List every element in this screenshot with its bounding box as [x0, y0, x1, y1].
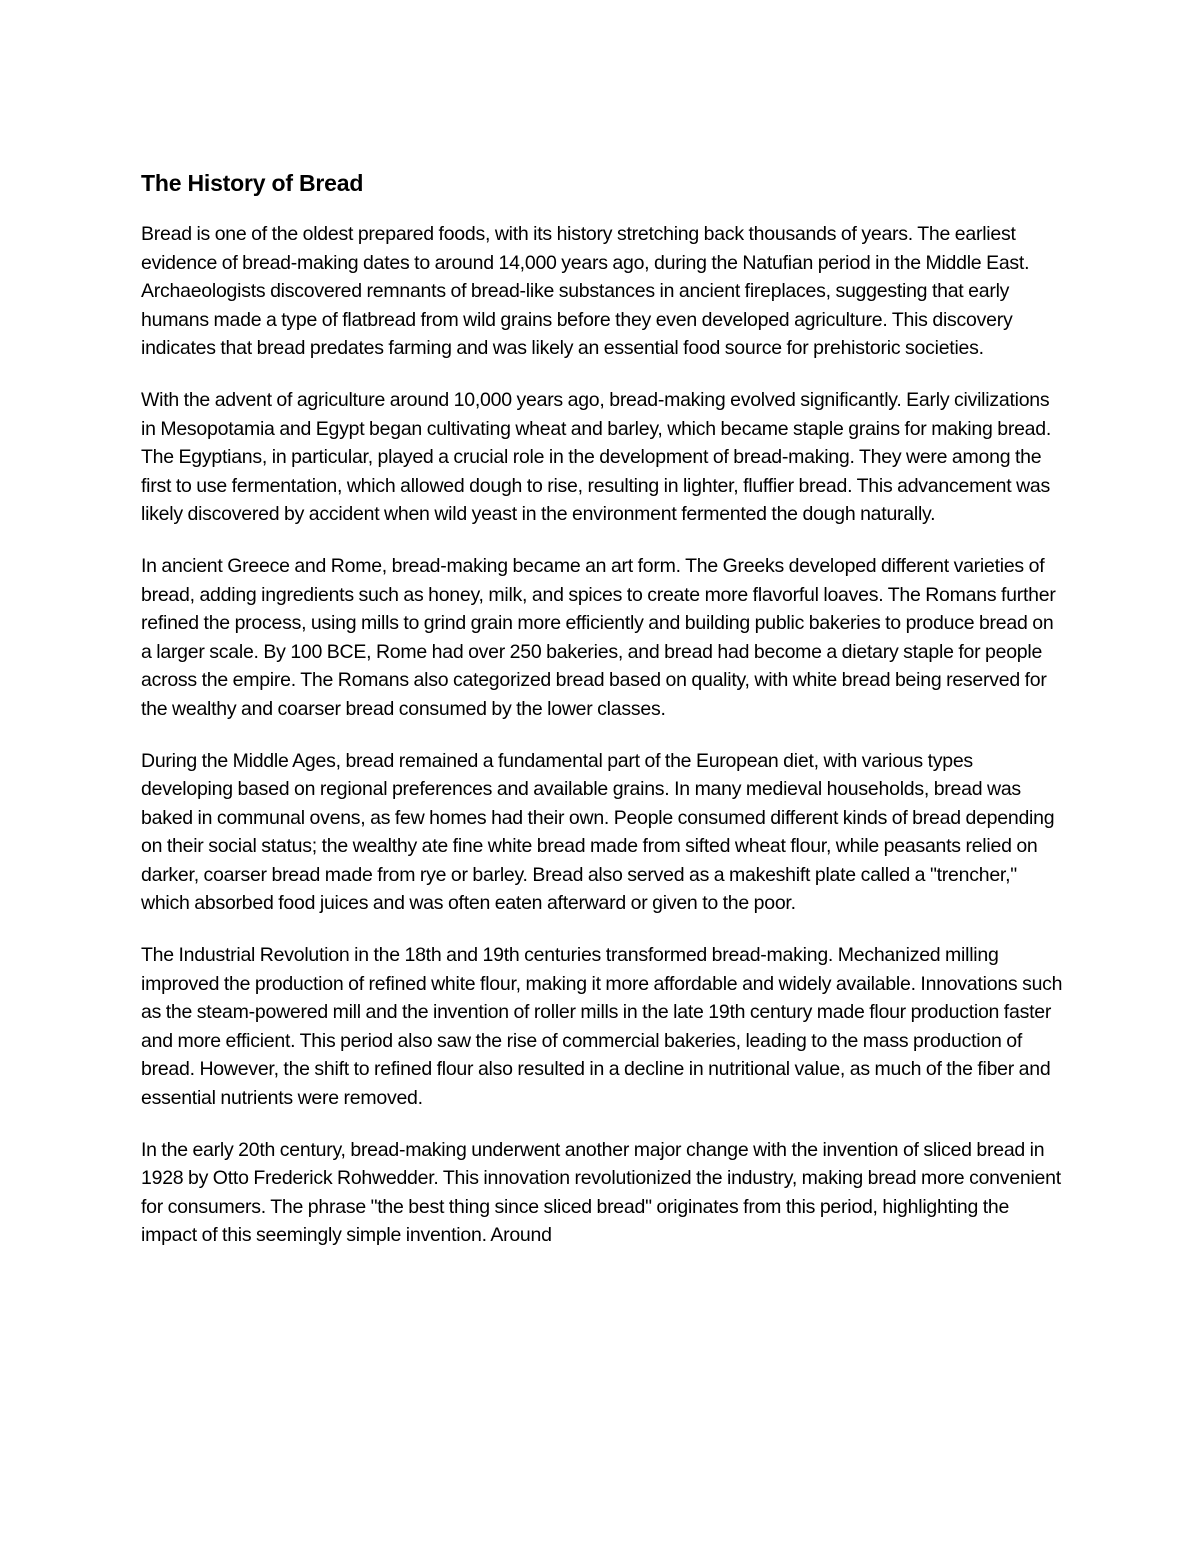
paragraph-twentieth-century: In the early 20th century, bread-making underwent another major change with the invention of sliced bread in 1928 by Otto Frederick Rohwedder. This innovation revolutionized the industry, making bread more convenient for consumers. The phrase "the best thing since sliced bread" originates from this period, highlighting the impact of this seemingly simple invention. Around	[141, 1138, 1061, 1247]
paragraph-greece-rome: In ancient Greece and Rome, bread-making became an art form. The Greeks developed different varieties of bread, adding ingredients such as honey, milk, and spices to create more flavorful loaves. The Romans further refined the process, using mills to grind grain more efficiently and building public bakeries to produce bread on a larger scale. By 100 BCE, Rome had over 250 bakeries, and bread had become a dietary staple for people across the empire. The Romans also categorized bread based on quality, with white bread being reserved for the wealthy and coarser bread consumed by the lower classes.	[141, 554, 1056, 720]
paragraph-origins: Bread is one of the oldest prepared foods, with its history stretching back thousands of years. The earliest evidence of bread-making dates to around 14,000 years ago, during the Natufian period in the Middle East. Archaeologists discovered remnants of bread-like substances in ancient fireplaces, suggesting that early humans made a type of flatbread from wild grains before they even developed agriculture. This discovery indicates that bread predates farming and was likely an essential food source for prehistoric societies.	[141, 223, 1030, 360]
paragraph-middle-ages: During the Middle Ages, bread remained a fundamental part of the European diet, with various types developing based on regional preferences and available grains. In many medieval households, bread was baked in communal ovens, as few homes had their own. People consumed different kinds of bread depending on their social status; the wealthy ate fine white bread made from sifted wheat flour, while peasants relied on darker, coarser bread made from rye or barley. Bread also served as a makeshift plate called a "trencher," which absorbed food juices and was often eaten afterward or given to the poor.	[141, 749, 1055, 915]
document-body	[141, 166, 1066, 1273]
paragraph-industrial-revolution: The Industrial Revolution in the 18th and 19th centuries transformed bread-making. Mechanized milling improved the production of refined white flour, making it more affordable and widely available. Innovations such as the steam-powered mill and the invention of roller mills in the late 19th century made flour production faster and more efficient. This period also saw the rise of commercial bakeries, leading to the mass production of bread. However, the shift to refined flour also resulted in a decline in nutritional value, as much of the fiber and essential nutrients were removed.	[141, 944, 1063, 1110]
paragraph-agriculture: With the advent of agriculture around 10,000 years ago, bread-making evolved significantly. Early civilizations in Mesopotamia and Egypt began cultivating wheat and barley, which became staple grains for making bread. The Egyptians, in particular, played a crucial role in the development of bread-making. They were among the first to use fermentation, which allowed dough to rise, resulting in lighter, fluffier bread. This advancement was likely discovered by accident when wild yeast in the environment fermented the dough naturally.	[141, 388, 1052, 526]
document-title: The History of Bread	[141, 170, 364, 196]
